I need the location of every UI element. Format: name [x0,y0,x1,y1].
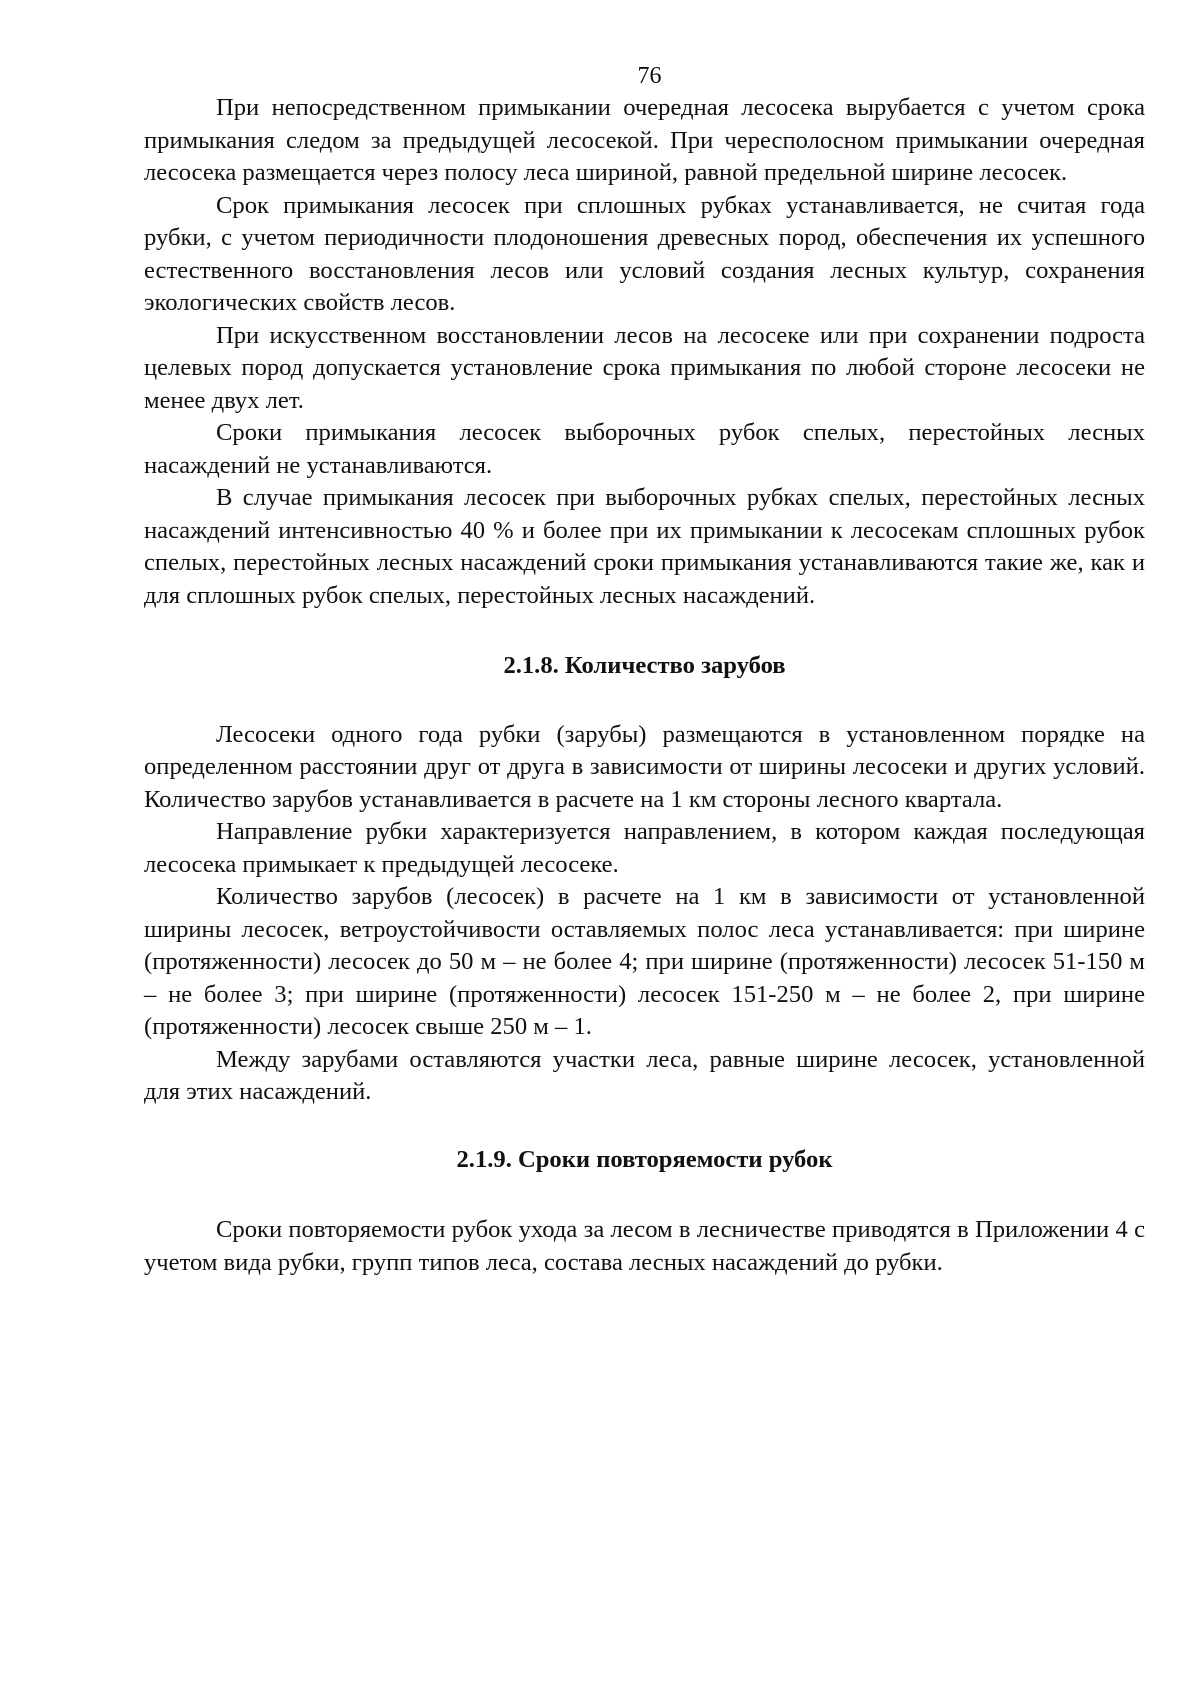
paragraph: Сроки повторяемости рубок ухода за лесом в лесничестве приводятся в Приложении 4 с учетом вида рубки, групп типов леса, состава лесных насаждений до рубки. [144,1216,1145,1276]
section-heading-2-1-8: 2.1.8. Количество зарубов [503,652,786,679]
section-continuation [144,92,1145,612]
section-2-1-9-body [144,1214,1145,1279]
paragraph: Количество зарубов (лесосек) в расчете на 1 км в зависимости от установленной ширины лесосек, ветроустойчивости оставляемых полос леса устанавливается: при ширине (протяженности) лесосек до 50 м – не более 4; при ширине (протяженности) лесосек 51-150 м – не более 3; при ширине (протяженности) лесосек 151-250 м – не более 2, при ширине (протяженности) лесосек свыше 250 м – 1. [144,883,1145,1040]
paragraph: Направление рубки характеризуется направлением, в котором каждая последующая лесосека примыкает к предыдущей лесосеке. [144,818,1145,878]
section-2-1-8-body [144,719,1145,1109]
section-heading-2-1-9: 2.1.9. Сроки повторяемости рубок [456,1145,833,1173]
paragraph: Между зарубами оставляются участки леса, равные ширине лесосек, установленной для этих насаждений. [144,1045,1145,1105]
document-page [144,60,1145,1279]
paragraph: Лесосеки одного года рубки (зарубы) размещаются в установленном порядке на определенном расстоянии друг от друга в зависимости от ширины лесосеки и других условий. Количество зарубов устанавливается в расчете на 1 км стороны лесного квартала. [144,720,1145,813]
paragraph: Срок примыкания лесосек при сплошных рубках устанавливается, не считая года рубки, с учетом периодичности плодоношения древесных пород, обеспечения их успешного естественного восстановления лесов или условий создания лесных культур, сохранения экологических свойств лесов. [144,191,1145,316]
paragraph: Сроки примыкания лесосек выборочных рубок спелых, перестойных лесных насаждений не устанавливаются. [144,419,1145,479]
paragraph: В случае примыкания лесосек при выборочных рубках спелых, перестойных лесных насаждений интенсивностью 40 % и более при их примыкании к лесосекам сплошных рубок спелых, перестойных лесных насаждений сроки примыкания устанавливаются такие же, как и для сплошных рубок спелых, перестойных лесных насаждений. [144,484,1145,609]
paragraph: При искусственном восстановлении лесов на лесосеке или при сохранении подроста целевых пород допускается установление срока примыкания по любой стороне лесосеки не менее двух лет. [144,321,1145,414]
paragraph: При непосредственном примыкании очередная лесосека вырубается с учетом срока примыкания следом за предыдущей лесосекой. При чересполосном примыкании очередная лесосека размещается через полосу леса шириной, равной предельной ширине лесосек. [144,94,1145,186]
page-number: 76 [637,63,662,89]
